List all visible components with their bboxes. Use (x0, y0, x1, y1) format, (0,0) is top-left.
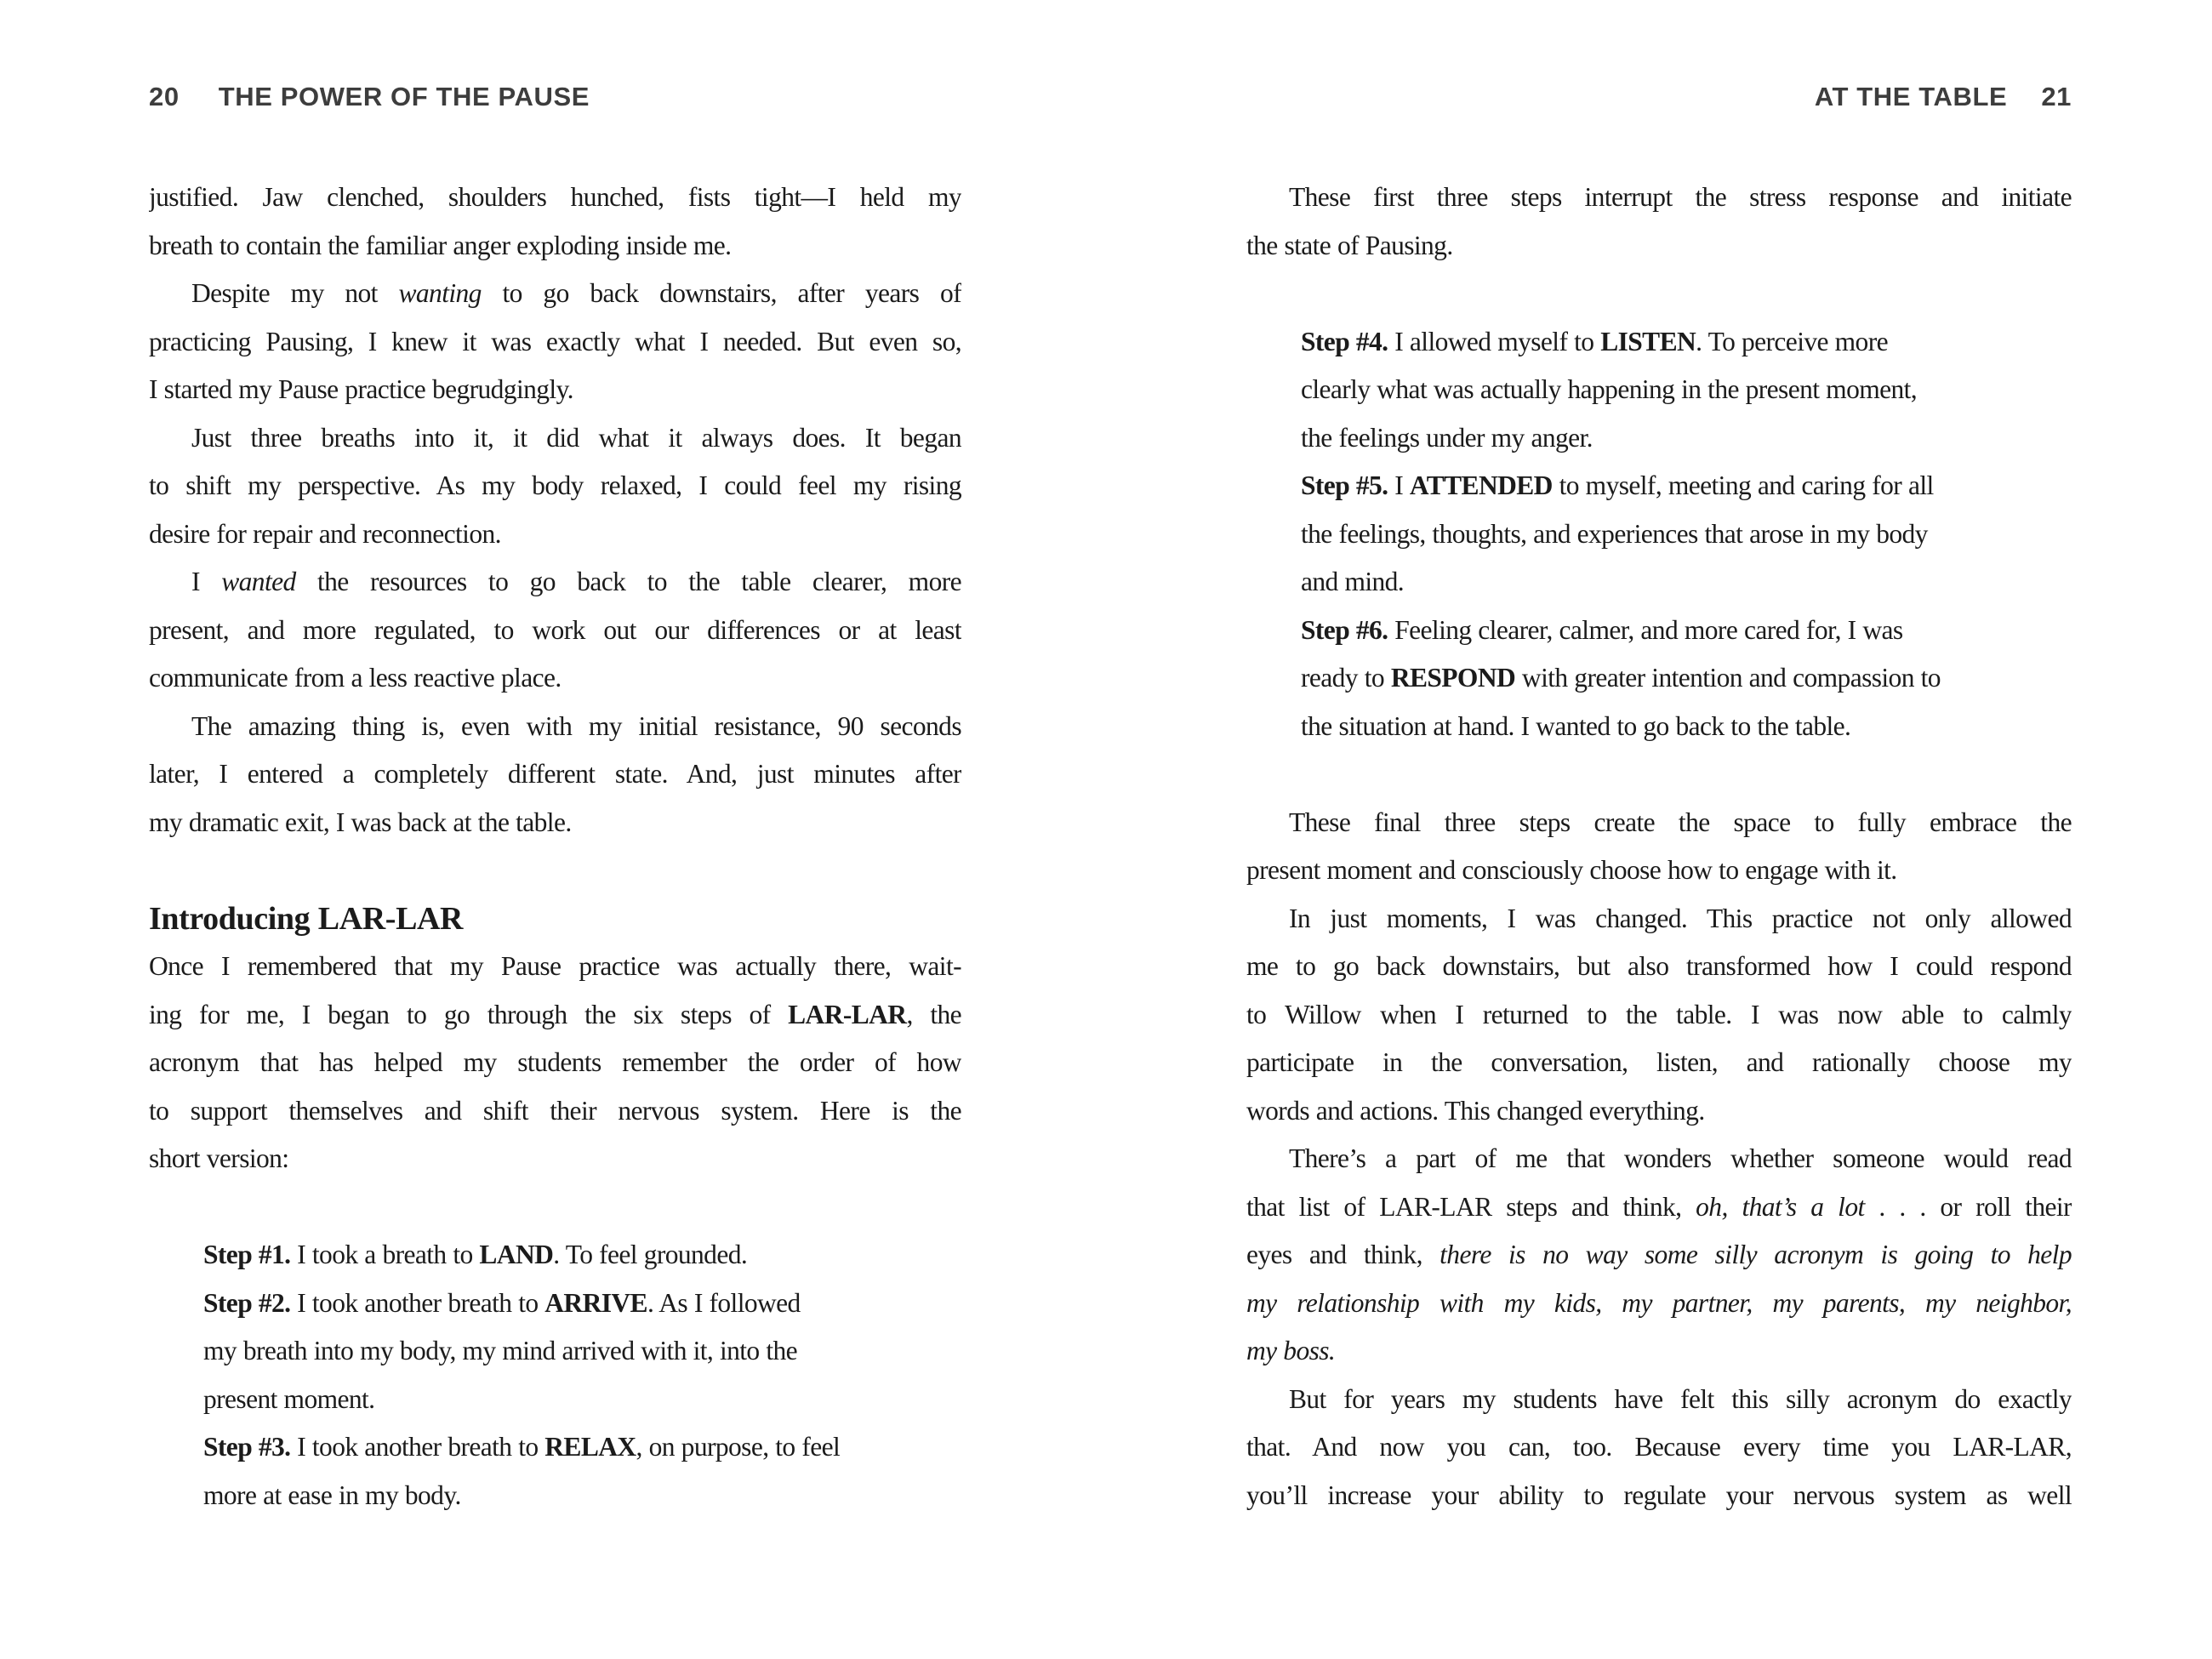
italic-text: my relationship with my kids, my partner, my parents, my neighbor, (1246, 1287, 2072, 1318)
italic-text: wanting (398, 278, 482, 308)
body-text: justified. Jaw clenched, shoulders hunched, fists tight—I held my (149, 182, 961, 212)
body-text: the situation at hand. I wanted to go back to the table. (1301, 710, 1851, 741)
body-text: to Willow when I returned to the table. I was now able to calmly (1246, 999, 2072, 1029)
body-text: In just moments, I was changed. This practice not only allowed (1289, 903, 2072, 933)
body-text: . As I followed (647, 1287, 801, 1318)
bold-text: Step #4. (1301, 326, 1388, 356)
page-body-right (1246, 174, 2072, 1519)
body-text: breath to contain the familiar anger exploding inside me. (149, 230, 732, 260)
body-text: Once I remembered that my Pause practice was actually there, wait- (149, 951, 961, 981)
body-text: later, I entered a completely different state. And, just minutes after (149, 759, 961, 789)
body-text: the feelings, thoughts, and experiences that arose in my body (1301, 518, 1928, 549)
running-head-right (1246, 82, 2072, 112)
text-line (1246, 799, 2072, 847)
body-text: and mind. (1301, 567, 1405, 596)
text-line (149, 654, 961, 703)
body-text: you’ll increase your ability to regulate your nervous system as well (1246, 1479, 2072, 1510)
italic-text: wanted (221, 567, 296, 596)
body-text: Despite my not (191, 278, 399, 308)
body-text: to shift my perspective. As my body relaxed, I could feel my rising (149, 470, 961, 500)
steps-block (203, 1231, 961, 1519)
text-line (1246, 1327, 2072, 1376)
text-line (1246, 1376, 2072, 1424)
body-text: The amazing thing is, even with my initial resistance, 90 seconds (191, 710, 961, 741)
text-line (149, 703, 961, 751)
body-text: But for years my students have felt this silly acronym do exactly (1289, 1383, 2072, 1414)
body-text: , the (906, 999, 961, 1029)
text-line (149, 1087, 961, 1136)
body-text: with greater intention and compassion to (1515, 663, 1941, 693)
step-line (203, 1231, 961, 1280)
bold-text: RESPOND (1390, 663, 1516, 693)
blank-line (1246, 750, 2072, 799)
page-21 (1246, 82, 2072, 1613)
body-text: more at ease in my body. (203, 1479, 461, 1510)
body-text: Feeling clearer, calmer, and more cared for, I was (1388, 614, 1903, 645)
text-line (149, 270, 961, 318)
text-line (1246, 991, 2072, 1040)
step-line (1301, 654, 2072, 703)
running-title-right: AT THE TABLE (1814, 82, 2008, 111)
blank-line (1246, 270, 2072, 318)
step-line (1301, 462, 2072, 510)
text-line (1246, 1135, 2072, 1183)
text-line (1246, 1472, 2072, 1520)
bold-text: LAR-LAR (788, 999, 907, 1029)
body-text: I took another breath to (290, 1432, 545, 1462)
bold-text: ARRIVE (544, 1287, 647, 1318)
page-20 (149, 82, 961, 1613)
body-text: These final three steps create the space to fully embrace the (1289, 807, 2072, 837)
bold-text: Step #6. (1301, 614, 1388, 645)
body-text: short version: (149, 1143, 289, 1173)
body-text: desire for repair and reconnection. (149, 518, 501, 549)
body-text: that list of LAR-LAR steps and think, (1246, 1191, 1696, 1222)
body-text: clearly what was actually happening in the present moment, (1301, 374, 1918, 404)
step-line (1301, 607, 2072, 655)
page-number-left: 20 (149, 82, 180, 111)
step-line (1301, 510, 2072, 559)
italic-text: my boss. (1246, 1336, 1336, 1365)
bold-text: LISTEN (1600, 326, 1696, 356)
blank-line (149, 1183, 961, 1232)
text-line (149, 318, 961, 367)
bold-text: RELAX (544, 1432, 636, 1462)
body-text: I (1388, 470, 1410, 500)
text-line (149, 1039, 961, 1087)
body-text: ready to (1301, 663, 1391, 693)
step-line (1301, 703, 2072, 751)
blank-line (149, 847, 961, 895)
body-text: present moment and consciously choose how to engage with it. (1246, 855, 1897, 885)
bold-text: Step #5. (1301, 470, 1388, 500)
page-number-right: 21 (2041, 82, 2072, 111)
body-text: the feelings under my anger. (1301, 422, 1593, 453)
running-title-left: THE POWER OF THE PAUSE (218, 82, 590, 111)
body-text: the state of Pausing. (1246, 230, 1453, 260)
body-text: practicing Pausing, I knew it was exactly what I needed. But even so, (149, 326, 961, 356)
body-text: I (191, 567, 222, 596)
body-text: I took a breath to (290, 1240, 480, 1269)
body-text: that. And now you can, too. Because every time you LAR-LAR, (1246, 1432, 2072, 1462)
step-line (203, 1376, 961, 1424)
text-line (149, 1135, 961, 1183)
body-text: I allowed myself to (1388, 326, 1601, 356)
body-text: present moment. (203, 1383, 375, 1414)
text-line (1246, 1039, 2072, 1087)
body-text: . . . or roll their (1864, 1191, 2072, 1222)
steps-block (1301, 318, 2072, 751)
step-line (1301, 318, 2072, 367)
text-line (149, 462, 961, 510)
body-text: eyes and think, (1246, 1240, 1440, 1269)
step-line (203, 1472, 961, 1520)
text-line (149, 414, 961, 463)
text-line (149, 366, 961, 414)
body-text: to myself, meeting and caring for all (1552, 470, 1934, 500)
text-line (1246, 1280, 2072, 1328)
text-line (1246, 1231, 2072, 1280)
body-text: . To feel grounded. (553, 1240, 748, 1269)
body-text: Just three breaths into it, it did what it always does. It began (191, 422, 961, 453)
text-line (149, 558, 961, 607)
body-text: , on purpose, to feel (636, 1432, 841, 1462)
bold-text: ATTENDED (1409, 470, 1553, 500)
body-text: present, and more regulated, to work out our differences or at least (149, 614, 961, 645)
body-text: the resources to go back to the table clearer, more (295, 567, 961, 596)
page-body-left (149, 174, 961, 1519)
text-line (1246, 222, 2072, 271)
body-text: There’s a part of me that wonders whether someone would read (1289, 1143, 2072, 1173)
step-line (203, 1327, 961, 1376)
italic-text: oh, that’s a lot (1696, 1191, 1865, 1222)
step-line (203, 1280, 961, 1328)
body-text: . To perceive more (1696, 326, 1888, 356)
body-text: acronym that has helped my students remember the order of how (149, 1047, 961, 1077)
body-text: words and actions. This changed everything. (1246, 1095, 1705, 1126)
text-line (1246, 1423, 2072, 1472)
running-head-left (149, 82, 961, 112)
body-text: ing for me, I began to go through the six steps of (149, 999, 789, 1029)
step-line (1301, 366, 2072, 414)
step-line (1301, 558, 2072, 607)
body-text: to support themselves and shift their nervous system. Here is the (149, 1095, 961, 1126)
body-text: my breath into my body, my mind arrived with it, into the (203, 1336, 798, 1365)
text-line (1246, 1183, 2072, 1232)
body-text: my dramatic exit, I was back at the table. (149, 807, 572, 837)
bold-text: Step #3. (203, 1432, 291, 1462)
step-line (1301, 414, 2072, 463)
italic-text: there is no way some silly acronym is going to help (1440, 1240, 2072, 1269)
bold-text: LAND (479, 1240, 554, 1269)
text-line (1246, 847, 2072, 895)
text-line (149, 991, 961, 1040)
body-text: These first three steps interrupt the stress response and initiate (1289, 182, 2072, 212)
text-line (1246, 895, 2072, 944)
body-text: participate in the conversation, listen, and rationally choose my (1246, 1047, 2072, 1077)
text-line (149, 222, 961, 271)
body-text: I took another breath to (290, 1287, 545, 1318)
body-text: I started my Pause practice begrudgingly. (149, 374, 573, 404)
text-line (1246, 943, 2072, 991)
text-line (149, 607, 961, 655)
step-line (203, 1423, 961, 1472)
text-line (149, 510, 961, 559)
body-text: to go back downstairs, after years of (481, 278, 961, 308)
bold-text: Step #2. (203, 1287, 291, 1318)
text-line (149, 799, 961, 847)
section-heading: Introducing LAR-LAR (149, 900, 464, 937)
text-line (149, 750, 961, 799)
body-text: me to go back downstairs, but also transformed how I could respond (1246, 951, 2072, 981)
body-text: communicate from a less reactive place. (149, 663, 562, 693)
text-line (149, 174, 961, 222)
text-line (1246, 174, 2072, 222)
text-line (149, 943, 961, 991)
bold-text: Step #1. (203, 1240, 291, 1269)
text-line (1246, 1087, 2072, 1136)
